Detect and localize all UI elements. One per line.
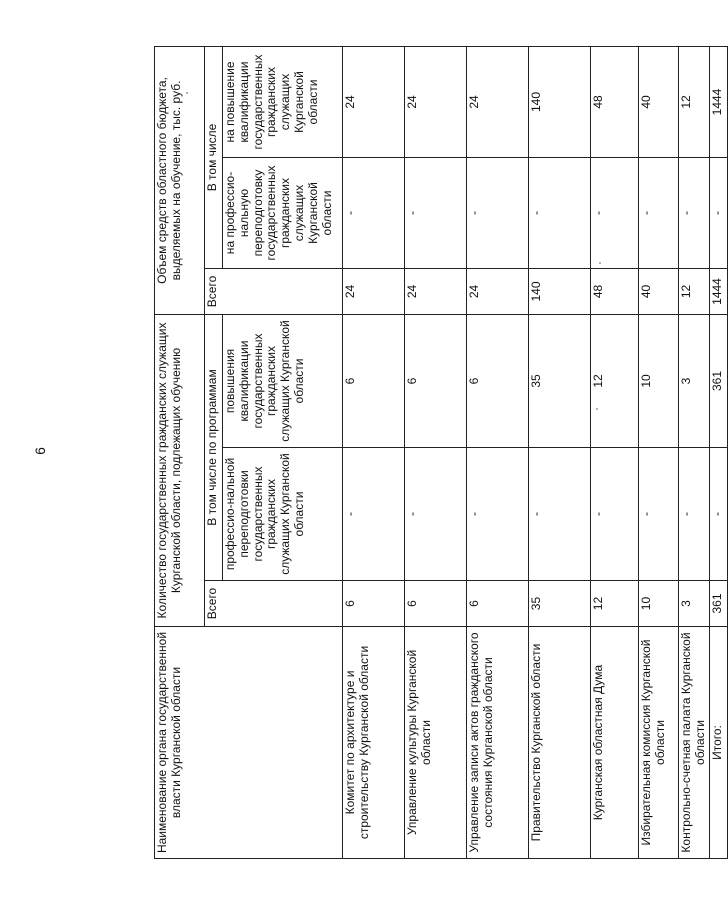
cell-funds-retraining: -	[405, 157, 467, 268]
header-count-qualification: повышения квалификации государственных гражданских служащих Курганской области	[223, 314, 343, 447]
cell-funds-retraining: -	[467, 157, 529, 268]
row-org-name: Избирательная комиссия Курганской области	[639, 627, 679, 859]
cell-count-qualification: 10	[639, 314, 679, 447]
total-funds-qualification: 1444	[709, 46, 727, 157]
cell-count-total: 3	[679, 581, 710, 627]
cell-count-qualification: 6	[343, 314, 405, 447]
row-org-name: Управление культуры Курганской области	[405, 627, 467, 859]
total-funds-retraining: -	[709, 157, 727, 268]
cell-count-retraining: -	[639, 448, 679, 581]
cell-funds-qualification: 140	[529, 46, 591, 157]
row-org-name: Комитет по архитектуре и строительству Курганской области	[343, 627, 405, 859]
row-org-name: Правительство Курганской области	[529, 627, 591, 859]
table-row	[639, 46, 679, 858]
cell-count-retraining: -	[467, 448, 529, 581]
row-org-name: Курганская областная Дума	[591, 627, 639, 859]
header-including: В том числе	[205, 46, 223, 268]
cell-funds-qualification: 24	[405, 46, 467, 157]
cell-count-total: 12	[591, 581, 639, 627]
cell-funds-retraining: -	[529, 157, 591, 268]
cell-count-retraining: -	[529, 448, 591, 581]
cell-count-qualification: 3	[679, 314, 710, 447]
cell-count-total: 6	[343, 581, 405, 627]
cell-funds-qualification: 24	[343, 46, 405, 157]
header-funds-group: Объем средств областного бюджета, выделяемых на обучение, тыс. руб.	[155, 46, 205, 314]
cell-funds-total: 48	[591, 268, 639, 314]
cell-count-total: 10	[639, 581, 679, 627]
table-row	[591, 46, 639, 858]
cell-funds-qualification: 12	[679, 46, 710, 157]
total-count-total: 361	[709, 581, 727, 627]
page-number: 6	[32, 447, 48, 455]
cell-count-qualification: 6	[405, 314, 467, 447]
header-count-group: Количество государственных гражданских служащих Курганской области, подлежащих обучению	[155, 314, 205, 626]
cell-funds-total: 24	[405, 268, 467, 314]
header-funds-retraining: на профессио-нальную переподготовку государственных гражданских служащих Курганской области	[223, 157, 343, 268]
training-budget-table	[154, 46, 728, 859]
cell-funds-retraining: -	[343, 157, 405, 268]
total-label: Итого:	[709, 627, 727, 859]
header-funds-total: Всего	[205, 268, 343, 314]
total-count-retraining: -	[709, 448, 727, 581]
header-by-programs: В том числе по программам	[205, 314, 223, 580]
cell-funds-total: 40	[639, 268, 679, 314]
cell-funds-qualification: 24	[467, 46, 529, 157]
table-row	[529, 46, 591, 858]
table-row	[467, 46, 529, 858]
cell-funds-total: 24	[343, 268, 405, 314]
cell-funds-total: 140	[529, 268, 591, 314]
cell-funds-total: 24	[467, 268, 529, 314]
row-org-name: Контрольно-счетная палата Курганской области	[679, 627, 710, 859]
header-funds-qualification: на повышение квалификации государственных гражданских служащих Курганской области	[223, 46, 343, 157]
total-count-qualification: 361	[709, 314, 727, 447]
cell-count-retraining: -	[679, 448, 710, 581]
cell-count-total: 6	[405, 581, 467, 627]
cell-count-qualification: 12	[591, 314, 639, 447]
cell-funds-retraining: -	[591, 157, 639, 268]
cell-count-retraining: -	[405, 448, 467, 581]
rotated-table-sheet	[154, 47, 726, 859]
total-row	[709, 46, 727, 858]
scan-speck	[599, 262, 601, 264]
scan-speck	[186, 92, 188, 94]
table-row	[405, 46, 467, 858]
scan-speck	[596, 408, 598, 410]
cell-funds-retraining: -	[639, 157, 679, 268]
cell-count-qualification: 6	[467, 314, 529, 447]
cell-funds-retraining: -	[679, 157, 710, 268]
cell-funds-total: 12	[679, 268, 710, 314]
cell-funds-qualification: 40	[639, 46, 679, 157]
cell-count-qualification: 35	[529, 314, 591, 447]
table-row	[343, 46, 405, 858]
table-row	[679, 46, 710, 858]
total-funds-total: 1444	[709, 268, 727, 314]
header-count-total: Всего	[205, 581, 343, 627]
cell-count-total: 35	[529, 581, 591, 627]
cell-count-retraining: -	[343, 448, 405, 581]
header-count-retraining: профессио-нальной переподготовки государственных гражданских служащих Курганской области	[223, 448, 343, 581]
header-org-name: Наименование органа государственной власти Курганской области	[155, 627, 343, 859]
row-org-name: Управление записи актов гражданского состояния Курганской области	[467, 627, 529, 859]
cell-count-total: 6	[467, 581, 529, 627]
cell-funds-qualification: 48	[591, 46, 639, 157]
cell-count-retraining: -	[591, 448, 639, 581]
